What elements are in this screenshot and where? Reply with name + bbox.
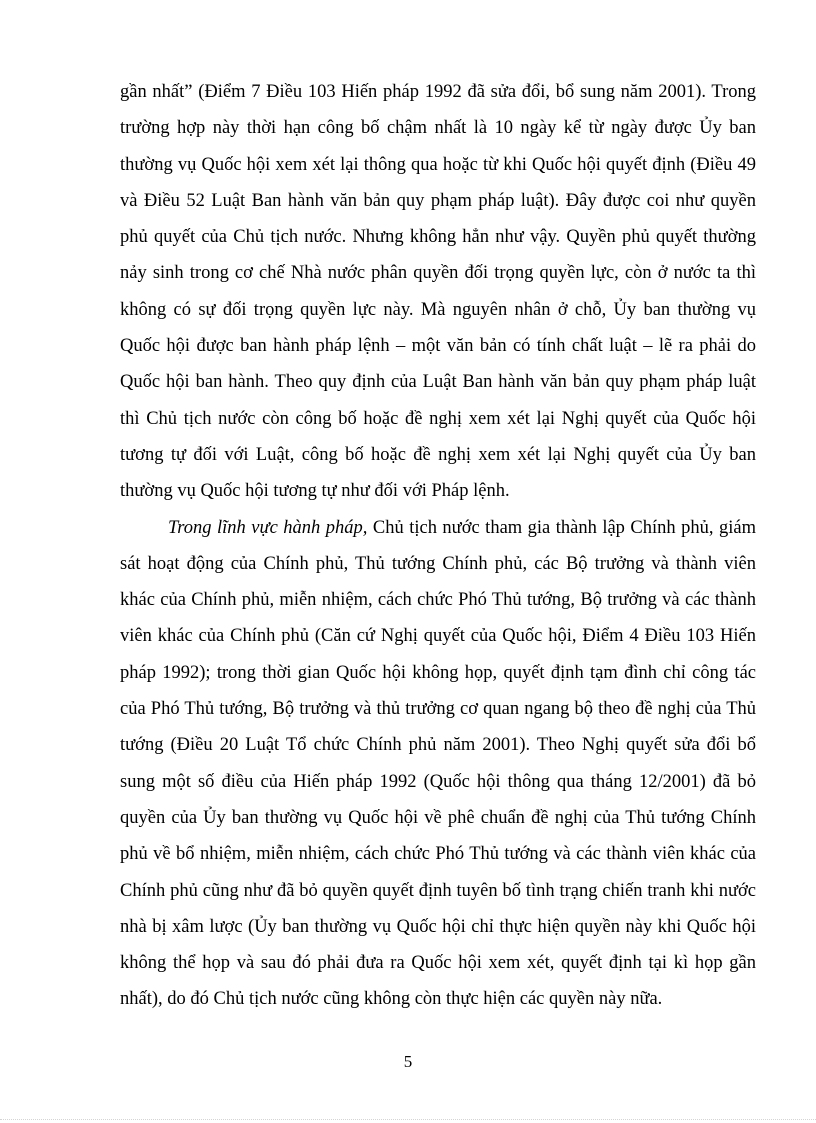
body-text <box>120 74 756 1018</box>
page-number: 5 <box>403 1052 413 1071</box>
paragraph-2-lead: Trong lĩnh vực hành pháp, <box>168 517 368 538</box>
page-bottom-divider <box>0 1119 816 1120</box>
paragraph-2 <box>120 510 756 1018</box>
paragraph-2-text: Chủ tịch nước tham gia thành lập Chính phủ, giám sát hoạt động của Chính phủ, Thủ tướng Chính phủ, các Bộ trưởng và thành viên khác của Chính phủ, miễn nhiệm, cách chức Phó Thủ tướng, Bộ trưởng và các thành viên khác của Chính phủ (Căn cứ Nghị quyết của Quốc hội, Điểm 4 Điều 103 Hiến pháp 1992); trong thời gian Quốc hội không họp, quyết định tạm đình chỉ công tác của Phó Thủ tướng, Bộ trưởng và thủ trưởng cơ quan ngang bộ theo đề nghị của Thủ tướng (Điều 20 Luật Tổ chức Chính phủ năm 2001). Theo Nghị quyết sửa đổi bổ sung một số điều của Hiến pháp 1992 (Quốc hội thông qua tháng 12/2001) đã bỏ quyền của Ủy ban thường vụ Quốc hội về phê chuẩn đề nghị của Thủ tướng Chính phủ về bổ nhiệm, miễn nhiệm, cách chức Phó Thủ tướng và các thành viên khác của Chính phủ cũng như đã bỏ quyền quyết định tuyên bố tình trạng chiến tranh khi nước nhà bị xâm lược (Ủy ban thường vụ Quốc hội chỉ thực hiện quyền này khi Quốc hội không thể họp và sau đó phải đưa ra Quốc hội xem xét, quyết định tại kì họp gần nhất), do đó Chủ tịch nước cũng không còn thực hiện các quyền này nữa. <box>120 517 756 1010</box>
paragraph-1-text: gần nhất” (Điểm 7 Điều 103 Hiến pháp 1992 đã sửa đổi, bổ sung năm 2001). Trong trường hợp này thời hạn công bố chậm nhất là 10 ngày kể từ ngày được Ủy ban thường vụ Quốc hội xem xét lại thông qua hoặc từ khi Quốc hội quyết định (Điều 49 và Điều 52 Luật Ban hành văn bản quy phạm pháp luật). Đây được coi như quyền phủ quyết của Chủ tịch nước. Nhưng không hẳn như vậy. Quyền phủ quyết thường nảy sinh trong cơ chế Nhà nước phân quyền đối trọng quyền lực, còn ở nước ta thì không có sự đối trọng quyền lực này. Mà nguyên nhân ở chỗ, Ủy ban thường vụ Quốc hội được ban hành pháp lệnh – một văn bản có tính chất luật – lẽ ra phải do Quốc hội ban hành. Theo quy định của Luật Ban hành văn bản quy phạm pháp luật thì Chủ tịch nước còn công bố hoặc đề nghị xem xét lại Nghị quyết của Quốc hội tương tự đối với Luật, công bố hoặc đề nghị xem xét lại Nghị quyết của Ủy ban thường vụ Quốc hội tương tự như đối với Pháp lệnh. <box>120 82 756 502</box>
paragraph-1 <box>120 74 756 510</box>
